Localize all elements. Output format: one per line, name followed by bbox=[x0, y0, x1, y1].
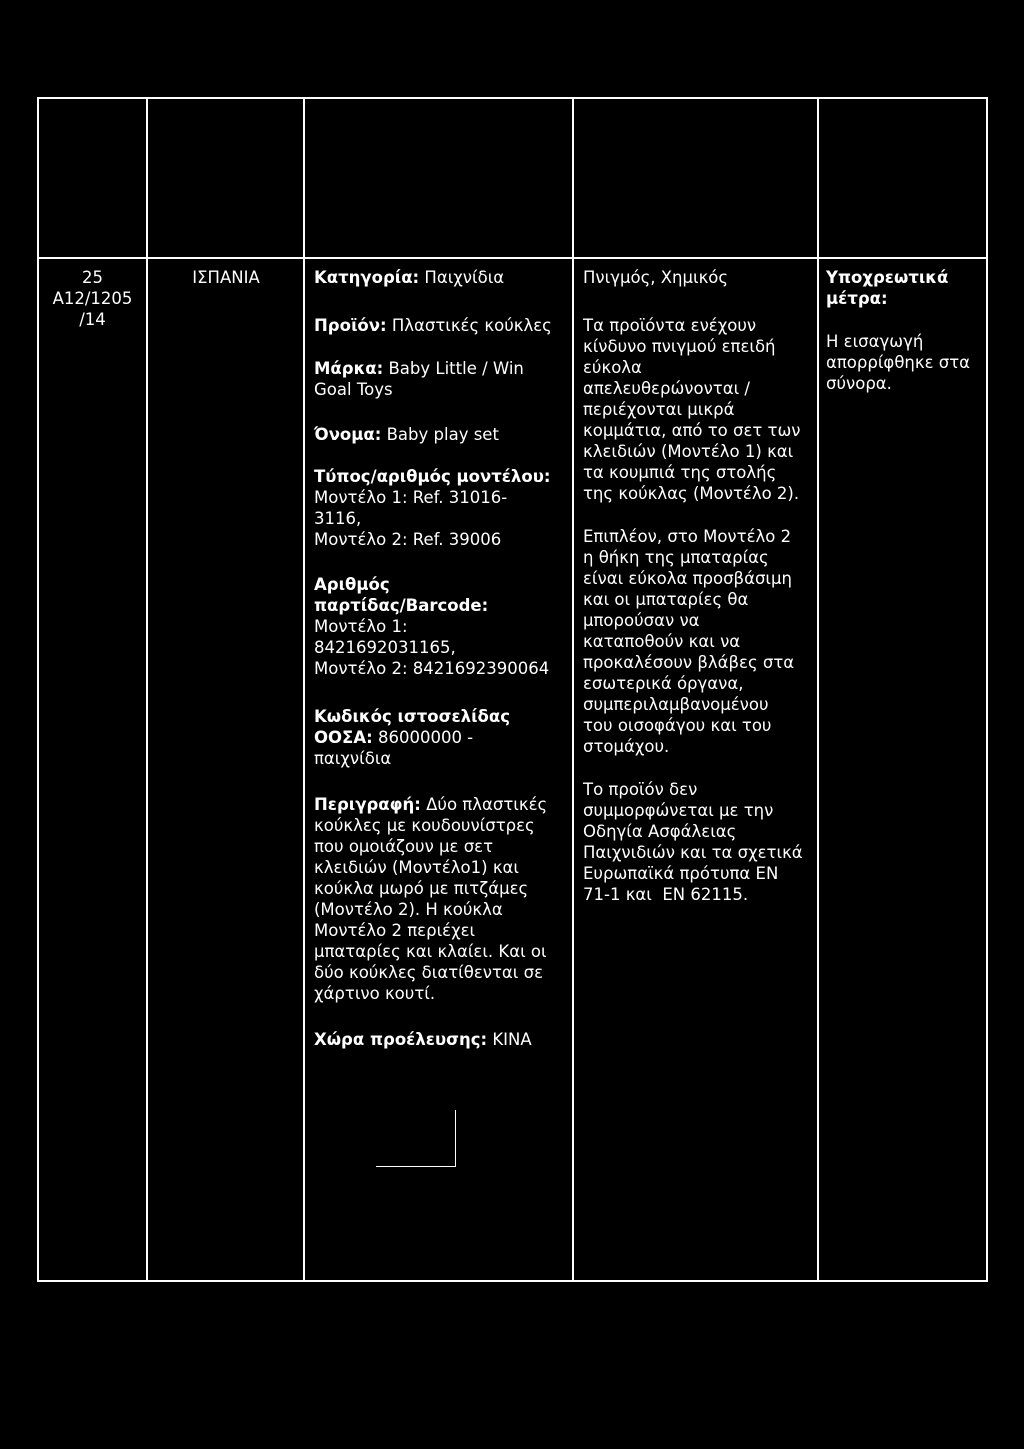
risk-paragraph-text: Επιπλέον, στο Μοντέλο 2 η θήκη της μπαταρίας είναι εύκολα προσβάσιμη και οι μπαταρίες θα μπορούσαν να καταποθούν και να προκαλέσουν βλάβες στα εσωτερικά όργανα, συμπεριλαμβανομένου του οισοφάγου και του στομάχου. bbox=[583, 527, 795, 756]
category-value: Παιχνίδια bbox=[424, 268, 505, 287]
risk-paragraph-text: Το προϊόν δεν συμμορφώνεται με την Οδηγία Ασφάλειας Παιχνιδιών και τα σχετικά Ευρωπαϊκά πρότυπα EN 71-1 και EN 62115. bbox=[583, 780, 803, 904]
measures-heading bbox=[826, 267, 948, 309]
field-description bbox=[314, 794, 547, 1004]
field-name bbox=[314, 424, 499, 445]
measures-cell bbox=[819, 259, 987, 1279]
name-value: Baby play set bbox=[386, 425, 499, 444]
header-cell bbox=[148, 99, 303, 257]
name-label: Όνομα: bbox=[314, 425, 382, 444]
product-cell bbox=[305, 259, 572, 1279]
batch-barcode-label: Αριθμός παρτίδας/Barcode: bbox=[314, 575, 489, 615]
measures-value: Η εισαγωγή απορρίφθηκε στα σύνορα. bbox=[826, 332, 971, 393]
product-label: Προϊόν: bbox=[314, 316, 387, 335]
risk-type bbox=[583, 267, 728, 288]
field-product bbox=[314, 315, 552, 336]
risk-cell bbox=[574, 259, 817, 1279]
measures-text bbox=[826, 331, 970, 394]
field-origin bbox=[314, 1029, 532, 1050]
measures-label: Υποχρεωτικά μέτρα: bbox=[826, 268, 949, 308]
country-name: ΙΣΠΑΝΙΑ bbox=[192, 268, 260, 287]
field-batch-barcode bbox=[314, 574, 549, 679]
header-cell bbox=[819, 99, 986, 257]
country bbox=[148, 267, 304, 288]
risk-paragraph bbox=[583, 779, 803, 905]
product-value: Πλαστικές κούκλες bbox=[391, 316, 552, 335]
risk-type-text: Πνιγμός, Χημικός bbox=[583, 268, 729, 287]
field-brand bbox=[314, 358, 524, 400]
country-cell bbox=[148, 259, 304, 1279]
field-category bbox=[314, 267, 504, 288]
entry-id bbox=[39, 267, 146, 330]
entry-id-cell bbox=[39, 259, 146, 1279]
origin-label: Χώρα προέλευσης: bbox=[314, 1030, 488, 1049]
header-cell bbox=[305, 99, 572, 257]
description-value: Δύο πλαστικές κούκλες με κουδουνίστρες που ομοιάζουν με σετ κλειδιών (Μοντέλο1) και κούκλα μωρό με πιτζάμες (Μοντέλο 2). Η κούκλα Μοντέλο 2 περιέχει μπαταρίες και κλαίει. Και οι δύο κούκλες διατίθενται σε χάρτινο κουτί. bbox=[314, 795, 548, 1003]
oecd-code-label: Κωδικός ιστοσελίδας ΟΟΣΑ: bbox=[314, 707, 510, 747]
risk-paragraph bbox=[583, 526, 794, 757]
category-label: Κατηγορία: bbox=[314, 268, 420, 287]
oecd-code-value: 86000000 - παιχνίδια bbox=[314, 728, 474, 768]
model-value: Μοντέλο 1: Ref. 31016- 3116, Μοντέλο 2: Ref. 39006 bbox=[314, 488, 508, 549]
brand-value: Baby Little / Win Goal Toys bbox=[314, 359, 524, 399]
header-cell bbox=[574, 99, 817, 257]
entry-reference: A12/1205 /14 bbox=[52, 289, 133, 329]
batch-barcode-value: Μοντέλο 1: 8421692031165, Μοντέλο 2: 8421692390064 bbox=[314, 617, 550, 678]
brand-label: Μάρκα: bbox=[314, 359, 384, 378]
description-label: Περιγραφή: bbox=[314, 795, 421, 814]
entry-number: 25 bbox=[82, 268, 103, 287]
field-oecd-code bbox=[314, 706, 510, 769]
risk-paragraph-text: Τα προϊόντα ενέχουν κίνδυνο πνιγμού επειδή εύκολα απελευθερώνονται / περιέχονται μικρά κομμάτια, από το σετ των κλειδιών (Μοντέλο 1) και τα κουμπιά της στολής της κούκλας (Μοντέλο 2). bbox=[583, 316, 801, 503]
risk-paragraph bbox=[583, 315, 801, 504]
field-model bbox=[314, 466, 550, 550]
corner-mark bbox=[376, 1110, 456, 1167]
origin-value: ΚΙΝΑ bbox=[492, 1030, 532, 1049]
model-label: Τύπος/αριθμός μοντέλου: bbox=[314, 467, 551, 486]
header-cell bbox=[39, 99, 146, 257]
